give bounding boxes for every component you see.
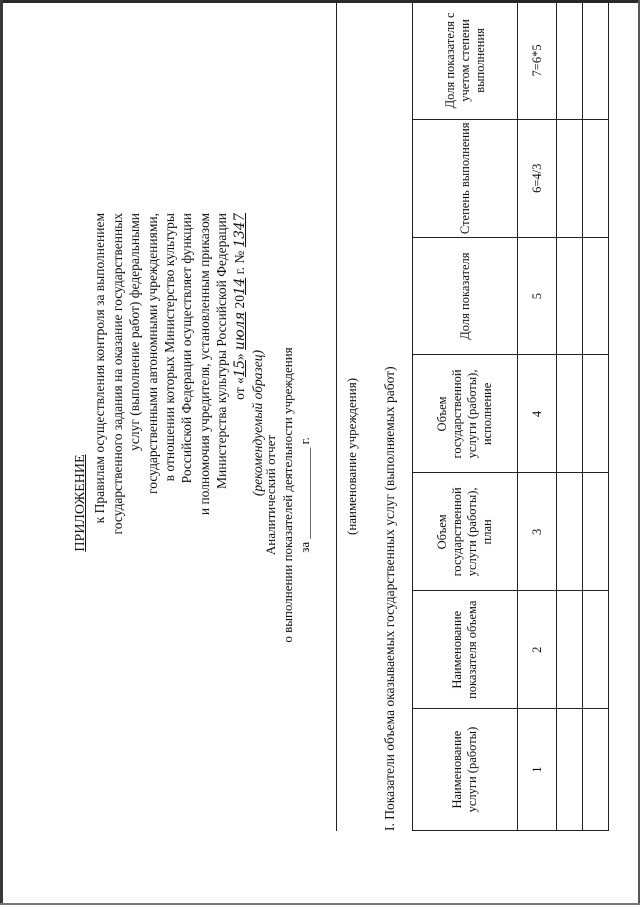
report-title-block	[262, 285, 313, 705]
date-month: июля	[231, 311, 248, 350]
column-number-cell: 4	[518, 355, 557, 473]
table-row-empty	[583, 2, 609, 831]
table-cell	[583, 119, 609, 237]
column-number-cell: 6=4/3	[518, 119, 557, 237]
table-cell	[583, 2, 609, 120]
table-column-numbers-row	[518, 2, 557, 831]
organization-name-line	[336, 1, 337, 831]
date-prefix: от «	[231, 377, 247, 400]
date-year: 14	[231, 277, 248, 295]
recommended-sample-note: (рекомендуемый образец)	[250, 349, 266, 497]
period-prefix: за	[297, 541, 312, 553]
table-header-cell: Наименование услуги (работы)	[413, 709, 518, 831]
table-header-cell: Доля показателя с учетом степени выполнения	[413, 2, 518, 120]
report-subtitle: о выполнении показателей деятельности учреждения	[280, 347, 295, 643]
table-header-cell: Объем государственной услуги (работы), план	[413, 473, 518, 591]
table-cell	[583, 237, 609, 355]
header-line-8: Министерства культуры Российской Федерации	[214, 213, 230, 489]
table-header-row	[413, 2, 518, 831]
table-cell	[557, 709, 583, 831]
report-period	[296, 285, 313, 705]
header-line-2: государственного задания на оказание государственных	[109, 213, 125, 535]
header-line-1: к Правилам осуществления контроля за выполнением	[92, 213, 108, 524]
header-line-7: и полномочия учредителя, установленным приказом	[196, 213, 212, 516]
section-title: I. Показатели объема оказываемых государственных услуг (выполняемых работ)	[382, 366, 397, 831]
table-cell	[557, 2, 583, 120]
header-line-4: государственными автономными учреждениями,	[144, 213, 160, 494]
date-sep-1: »	[231, 349, 247, 361]
header-line-5: в отношении которых Министерство культуры	[162, 213, 178, 482]
table-cell	[583, 591, 609, 709]
table-header-cell: Наименование показателя объема	[413, 591, 518, 709]
column-number-cell: 3	[518, 473, 557, 591]
table-cell	[583, 355, 609, 473]
table-cell	[557, 119, 583, 237]
organization-caption: (наименование учреждения)	[344, 377, 359, 535]
appendix-title: ПРИЛОЖЕНИЕ	[73, 454, 88, 552]
appendix-header	[72, 213, 266, 833]
report-title: Аналитический отчет	[263, 434, 278, 556]
column-number-cell: 7=6*5	[518, 2, 557, 120]
period-blank: ______________	[297, 447, 312, 539]
table-cell	[557, 473, 583, 591]
indicators-table	[412, 1, 609, 831]
table-header-cell: Объем государственной услуги (работы), исполнение	[413, 355, 518, 473]
table-header-cell: Степень выполнения	[413, 119, 518, 237]
date-sep-3: г. №	[231, 247, 247, 278]
table-cell	[557, 355, 583, 473]
date-day: 15	[231, 360, 248, 378]
header-line-6: Российской Федерации осуществляет функции	[179, 213, 195, 484]
column-number-cell: 1	[518, 709, 557, 831]
period-suffix: г.	[297, 437, 312, 445]
column-number-cell: 2	[518, 591, 557, 709]
table-cell	[583, 709, 609, 831]
column-number-cell: 5	[518, 237, 557, 355]
table-cell	[557, 591, 583, 709]
order-date-line	[231, 213, 249, 833]
header-line-3: услуг (выполнение работ) федеральными	[127, 213, 143, 451]
table-row-empty	[557, 2, 583, 831]
date-sep-2: 20	[231, 294, 247, 312]
table-header-cell: Доля показателя	[413, 237, 518, 355]
table-cell	[557, 237, 583, 355]
table-cell	[583, 473, 609, 591]
order-number: 1347	[231, 213, 248, 248]
